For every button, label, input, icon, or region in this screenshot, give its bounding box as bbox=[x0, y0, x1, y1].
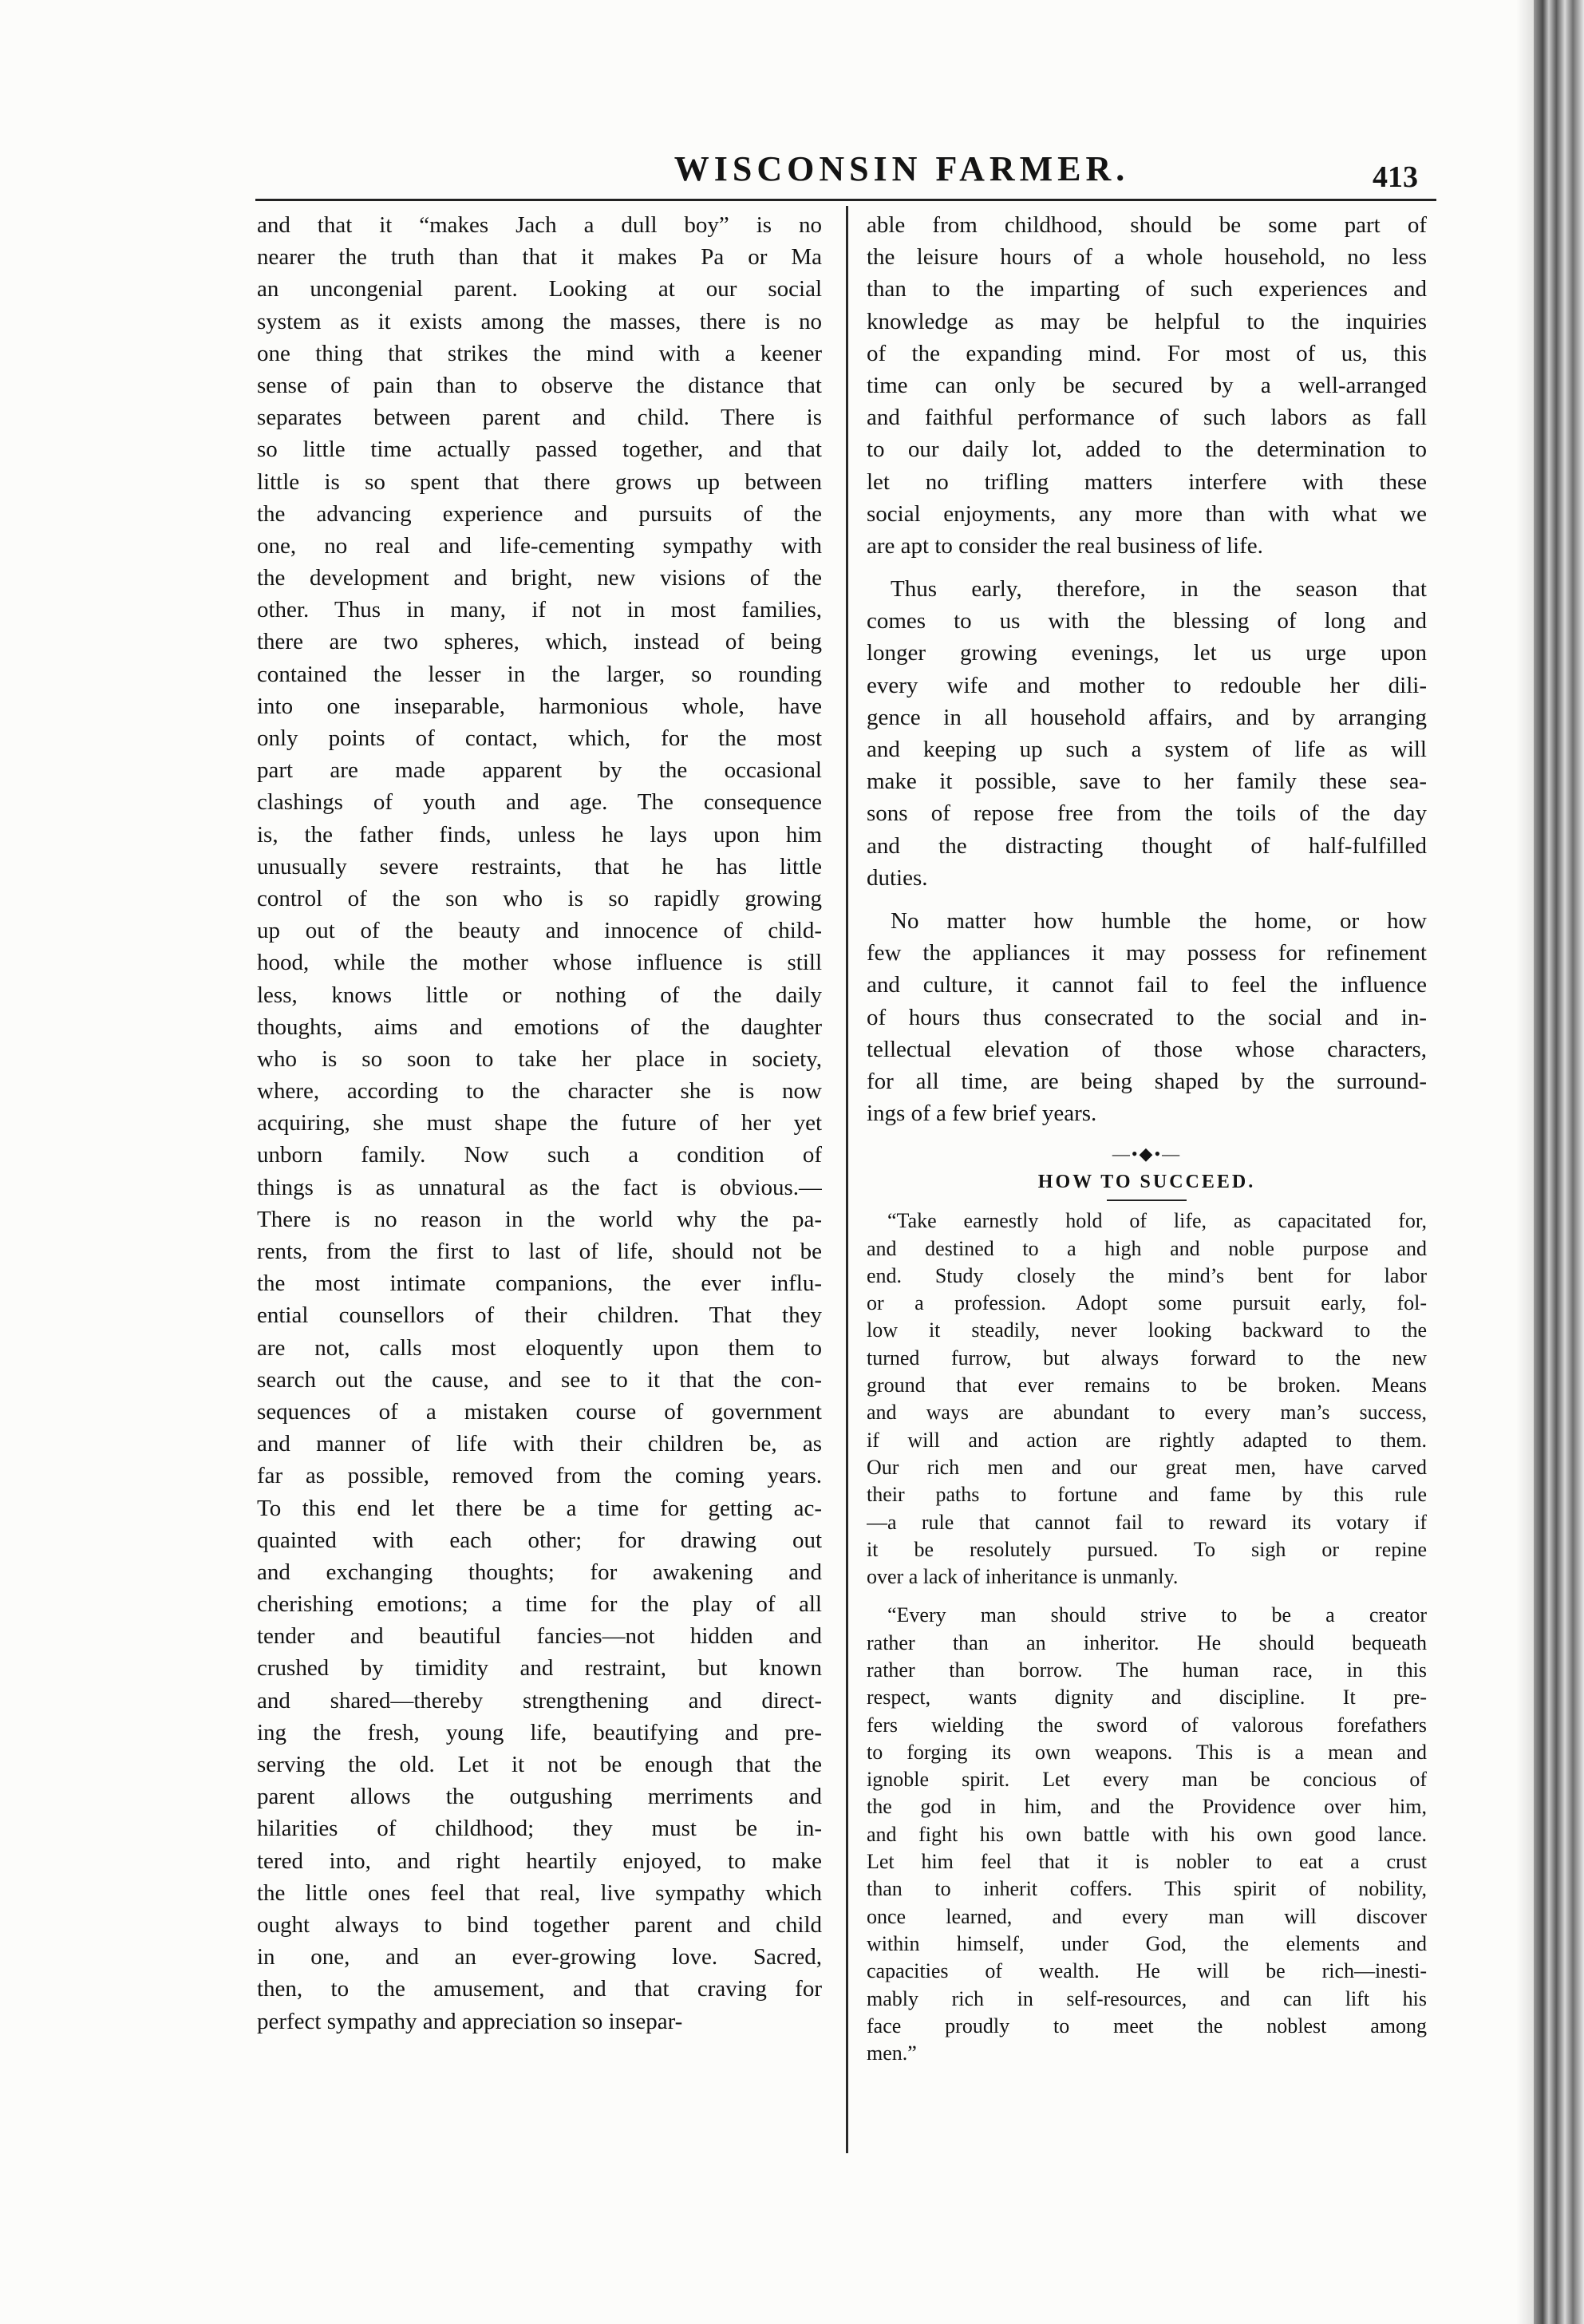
text-line: the most intimate companions, the ever influ- bbox=[257, 1271, 822, 1297]
left-column bbox=[257, 209, 822, 2049]
text-line: few the appliances it may possess for refinement bbox=[867, 940, 1427, 966]
page-number: 413 bbox=[1373, 160, 1418, 194]
text-line: the leisure hours of a whole household, no less bbox=[867, 244, 1427, 271]
text-line: and faithful performance of such labors as fall bbox=[867, 405, 1427, 431]
text-line: ought always to bind together parent and child bbox=[257, 1911, 822, 1938]
text-line: hilarities of childhood; they must be in- bbox=[257, 1816, 822, 1842]
text-line: Let him feel that it is nobler to eat a crust bbox=[867, 1850, 1427, 1874]
text-line: —a rule that cannot fail to reward its votary if bbox=[867, 1510, 1427, 1534]
text-line: tender and beautiful fancies—not hidden and bbox=[257, 1623, 822, 1650]
text-line: ential counsellors of their children. That they bbox=[257, 1302, 822, 1329]
paragraph-no-matter bbox=[867, 905, 1427, 1129]
text-line: the advancing experience and pursuits of the bbox=[257, 500, 822, 527]
text-line: there are two spheres, which, instead of being bbox=[257, 629, 822, 655]
text-line: turned furrow, but always forward to the new bbox=[867, 1346, 1427, 1370]
quote-every-man bbox=[867, 1602, 1427, 2067]
text-line: separates between parent and child. There is bbox=[257, 405, 822, 431]
text-line: and keeping up such a system of life as will bbox=[867, 737, 1427, 762]
text-line: and shared—thereby strengthening and direct- bbox=[257, 1687, 822, 1713]
text-line: No matter how humble the home, or how bbox=[891, 907, 1427, 934]
text-line: face proudly to meet the noblest among bbox=[867, 2014, 1427, 2037]
text-line: things is as unnatural as the fact is obvious.— bbox=[257, 1174, 822, 1200]
text-line: thoughts, aims and emotions of the daughter bbox=[257, 1014, 822, 1040]
section-title: HOW TO SUCCEED. bbox=[1037, 1172, 1256, 1193]
text-line: clashings of youth and age. The consequence bbox=[257, 789, 822, 816]
text-line: men.” bbox=[867, 2041, 917, 2065]
text-line: nearer the truth than that it makes Pa or Ma bbox=[257, 244, 822, 271]
text-line: fers wielding the sword of valorous forefathers bbox=[867, 1713, 1427, 1737]
header-rule bbox=[255, 199, 1436, 201]
text-line: mably rich in self-resources, and can lift his bbox=[867, 1986, 1427, 2010]
text-line: and destined to a high and noble purpose and bbox=[867, 1236, 1427, 1260]
column-divider bbox=[846, 206, 848, 2153]
text-line: able from childhood, should be some part of bbox=[867, 212, 1427, 238]
text-line: the god in him, and the Providence over him, bbox=[867, 1795, 1427, 1819]
text-line: cherishing emotions; a time for the play of all bbox=[257, 1591, 822, 1618]
text-line: and that it “makes Jach a dull boy” is no bbox=[257, 212, 822, 238]
text-line: time can only be secured by a well-arranged bbox=[867, 372, 1427, 398]
text-line: little is so spent that there grows up between bbox=[257, 468, 822, 495]
text-line: and fight his own battle with his own good lance. bbox=[867, 1822, 1427, 1846]
text-line: Thus early, therefore, in the season that bbox=[891, 576, 1427, 603]
text-line: longer growing evenings, let us urge upon bbox=[867, 640, 1427, 666]
text-line: is, the father finds, unless he lays upon him bbox=[257, 821, 822, 848]
text-line: ground that ever remains to be broken. Means bbox=[867, 1373, 1427, 1397]
text-line: and exchanging thoughts; for awakening and bbox=[257, 1559, 822, 1585]
text-line: if will and action are rightly adapted to them. bbox=[867, 1428, 1427, 1452]
text-line: than to the imparting of such experiences and bbox=[867, 276, 1427, 302]
text-line: capacities of wealth. He will be rich—inesti- bbox=[867, 1959, 1427, 1983]
text-line: and ways are abundant to every man’s success, bbox=[867, 1401, 1427, 1425]
book-page-edge bbox=[1534, 0, 1584, 2324]
text-line: and the distracting thought of half-fulfilled bbox=[867, 832, 1427, 859]
text-line: part are made apparent by the occasional bbox=[257, 757, 822, 784]
text-line: the development and bright, new visions of the bbox=[257, 565, 822, 591]
text-line: quainted with each other; for drawing out bbox=[257, 1527, 822, 1553]
text-line: one, no real and life-cementing sympathy with bbox=[257, 532, 822, 559]
text-line: of the expanding mind. For most of us, this bbox=[867, 340, 1427, 366]
left-column-text bbox=[257, 209, 822, 2037]
text-line: an uncongenial parent. Looking at our social bbox=[257, 276, 822, 302]
text-line: only points of contact, which, for the most bbox=[257, 725, 822, 751]
text-line: “Take earnestly hold of life, as capacitated for, bbox=[887, 1209, 1427, 1233]
text-line: rather than an inheritor. He should bequeath bbox=[867, 1630, 1427, 1654]
text-line: and manner of life with their children be, as bbox=[257, 1431, 822, 1457]
text-line: rents, from the first to last of life, should not be bbox=[257, 1239, 822, 1264]
text-line: There is no reason in the world why the pa- bbox=[257, 1206, 822, 1232]
paragraph-thus-early bbox=[867, 573, 1427, 894]
text-line: sequences of a mistaken course of government bbox=[257, 1398, 822, 1425]
text-line: the little ones feel that real, live sympathy which bbox=[257, 1879, 822, 1906]
text-line: low it steadily, never looking backward to the bbox=[867, 1318, 1427, 1342]
text-line: end. Study closely the mind’s bent for labor bbox=[867, 1263, 1427, 1287]
section-title-rule bbox=[1107, 1200, 1187, 1201]
text-line: acquiring, she must shape the future of her yet bbox=[257, 1110, 822, 1136]
text-line: every wife and mother to redouble her dili- bbox=[867, 672, 1427, 698]
text-line: parent allows the outgushing merriments and bbox=[257, 1784, 822, 1810]
text-line: then, to the amusement, and that craving for bbox=[257, 1976, 822, 2002]
text-line: social enjoyments, any more than with what we bbox=[867, 500, 1427, 527]
text-line: ings of a few brief years. bbox=[867, 1101, 1097, 1127]
text-line: tered into, and right heartily enjoyed, to make bbox=[257, 1848, 822, 1874]
text-line: where, according to the character she is now bbox=[257, 1078, 822, 1105]
text-line: unborn family. Now such a condition of bbox=[257, 1142, 822, 1168]
text-line: ignoble spirit. Let every man be concious of bbox=[867, 1768, 1427, 1792]
text-line: system as it exists among the masses, there is no bbox=[257, 308, 822, 334]
text-line: contained the lesser in the larger, so rounding bbox=[257, 661, 822, 687]
text-line: hood, while the mother whose influence is still bbox=[257, 950, 822, 976]
text-line: for all time, are being shaped by the surround- bbox=[867, 1068, 1427, 1094]
text-line: their paths to fortune and fame by this rule bbox=[867, 1483, 1427, 1507]
text-line: search out the cause, and see to it that the con- bbox=[257, 1366, 822, 1393]
text-line: other. Thus in many, if not in most families, bbox=[257, 597, 822, 623]
text-line: one thing that strikes the mind with a keener bbox=[257, 340, 822, 366]
text-line: rather than borrow. The human race, in this bbox=[867, 1658, 1427, 1682]
text-line: in one, and an ever-growing love. Sacred, bbox=[257, 1944, 822, 1970]
text-line: are apt to consider the real business of life. bbox=[867, 532, 1263, 559]
text-line: serving the old. Let it not be enough that the bbox=[257, 1752, 822, 1777]
section-ornament: —•◆•— bbox=[1112, 1144, 1182, 1164]
text-line: within himself, under God, the elements and bbox=[867, 1931, 1427, 1955]
text-line: to our daily lot, added to the determination to bbox=[867, 437, 1427, 463]
text-line: who is so soon to take her place in society, bbox=[257, 1045, 822, 1072]
text-line: make it possible, save to her family these sea- bbox=[867, 769, 1427, 795]
text-line: ing the fresh, young life, beautifying and pre- bbox=[257, 1719, 822, 1745]
running-head: WISCONSIN FARMER. bbox=[673, 149, 1130, 188]
text-line: once learned, and every man will discover bbox=[867, 1904, 1427, 1928]
text-line: sons of repose free from the toils of the day bbox=[867, 800, 1427, 827]
text-line: far as possible, removed from the coming years. bbox=[257, 1463, 822, 1489]
text-line: knowledge as may be helpful to the inquiries bbox=[867, 308, 1427, 334]
text-line: respect, wants dignity and discipline. It pre- bbox=[867, 1686, 1427, 1709]
text-line: let no trifling matters interfere with these bbox=[867, 468, 1427, 495]
text-line: are not, calls most eloquently upon them to bbox=[257, 1334, 822, 1361]
text-line: of hours thus consecrated to the social and in- bbox=[867, 1004, 1427, 1030]
text-line: and culture, it cannot fail to feel the influence bbox=[867, 972, 1427, 998]
text-line: sense of pain than to observe the distance that bbox=[257, 372, 822, 398]
text-line: crushed by timidity and restraint, but known bbox=[257, 1655, 822, 1682]
text-line: control of the son who is so rapidly growing bbox=[257, 885, 822, 911]
text-line: “Every man should strive to be a creator bbox=[887, 1603, 1427, 1627]
text-line: Our rich men and our great men, have carved bbox=[867, 1455, 1427, 1479]
text-line: duties. bbox=[867, 864, 928, 891]
text-line: perfect sympathy and appreciation so insepar- bbox=[257, 2008, 683, 2034]
text-line: it be resolutely pursued. To sigh or repine bbox=[867, 1537, 1427, 1561]
paragraph-leisure-hours bbox=[867, 209, 1427, 562]
text-line: comes to us with the blessing of long and bbox=[867, 608, 1427, 634]
text-line: gence in all household affairs, and by arranging bbox=[867, 704, 1427, 730]
text-line: tellectual elevation of those whose characters, bbox=[867, 1036, 1427, 1062]
text-line: unusually severe restraints, that he has little bbox=[257, 853, 822, 879]
quote-take-earnestly bbox=[867, 1207, 1427, 1591]
text-line: up out of the beauty and innocence of child- bbox=[257, 918, 822, 944]
text-line: To this end let there be a time for getting ac- bbox=[257, 1495, 822, 1521]
text-line: to forging its own weapons. This is a mean and bbox=[867, 1740, 1427, 1764]
text-line: or a profession. Adopt some pursuit early, fol- bbox=[867, 1291, 1427, 1315]
text-line: so little time actually passed together, and that bbox=[257, 437, 822, 463]
text-line: over a lack of inheritance is unmanly. bbox=[867, 1565, 1179, 1589]
right-column bbox=[867, 209, 1427, 2078]
text-line: into one inseparable, harmonious whole, have bbox=[257, 693, 822, 719]
page-edge-shadow bbox=[1516, 0, 1535, 2324]
text-line: less, knows little or nothing of the daily bbox=[257, 982, 822, 1008]
text-line: than to inherit coffers. This spirit of nobility, bbox=[867, 1877, 1427, 1901]
